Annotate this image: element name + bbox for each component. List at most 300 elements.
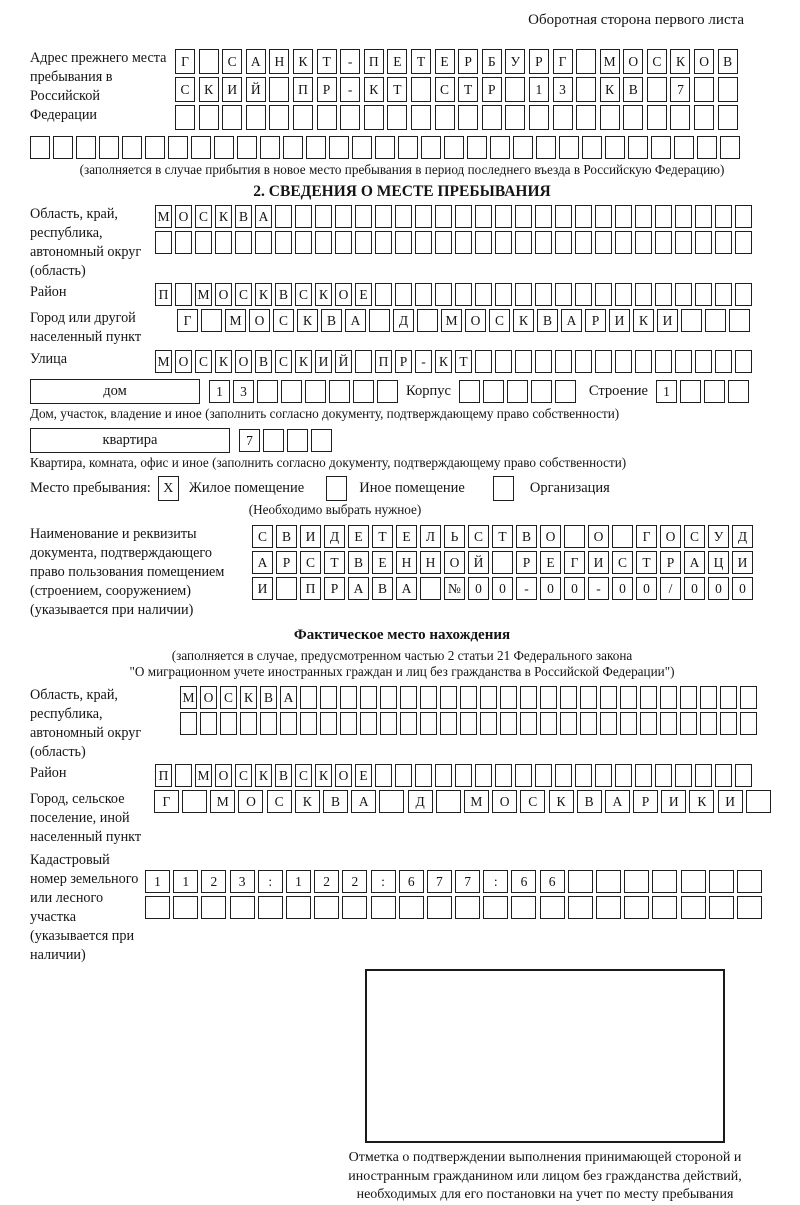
char-box[interactable]: И (222, 77, 242, 102)
char-box[interactable] (596, 896, 621, 919)
char-box[interactable]: К (315, 283, 332, 306)
char-box[interactable] (480, 712, 497, 735)
char-box[interactable]: О (660, 525, 681, 548)
char-box[interactable] (495, 764, 512, 787)
char-box[interactable]: С (295, 283, 312, 306)
char-box[interactable]: 0 (540, 577, 561, 600)
char-box[interactable] (675, 231, 692, 254)
char-box[interactable]: П (155, 283, 172, 306)
char-box[interactable]: : (371, 870, 396, 893)
char-box[interactable]: 0 (564, 577, 585, 600)
char-box[interactable] (729, 309, 750, 332)
char-box[interactable] (695, 231, 712, 254)
char-box[interactable] (655, 350, 672, 373)
char-box[interactable] (355, 231, 372, 254)
char-box[interactable] (220, 712, 237, 735)
char-box[interactable] (535, 205, 552, 228)
char-box[interactable]: А (351, 790, 376, 813)
char-box[interactable] (740, 686, 757, 709)
char-box[interactable] (575, 231, 592, 254)
char-box[interactable] (315, 231, 332, 254)
char-box[interactable]: Т (387, 77, 407, 102)
char-box[interactable]: Е (435, 49, 455, 74)
char-box[interactable] (647, 77, 667, 102)
char-box[interactable] (615, 350, 632, 373)
char-box[interactable] (740, 712, 757, 735)
char-box[interactable]: - (415, 350, 432, 373)
char-box[interactable]: Е (348, 525, 369, 548)
char-box[interactable]: С (435, 77, 455, 102)
char-box[interactable]: 3 (233, 380, 254, 403)
char-box[interactable] (415, 283, 432, 306)
char-box[interactable] (529, 105, 549, 130)
char-box[interactable] (340, 105, 360, 130)
char-box[interactable] (320, 712, 337, 735)
char-box[interactable]: К (670, 49, 690, 74)
char-box[interactable] (652, 896, 677, 919)
char-box[interactable]: Е (387, 49, 407, 74)
char-box[interactable] (415, 764, 432, 787)
char-box[interactable] (145, 136, 165, 159)
char-box[interactable]: А (246, 49, 266, 74)
char-box[interactable] (375, 205, 392, 228)
char-box[interactable]: О (335, 283, 352, 306)
char-box[interactable] (596, 870, 621, 893)
char-box[interactable] (575, 350, 592, 373)
char-box[interactable] (335, 231, 352, 254)
char-box[interactable]: Р (458, 49, 478, 74)
char-box[interactable]: Т (411, 49, 431, 74)
char-box[interactable] (237, 136, 257, 159)
char-box[interactable] (495, 205, 512, 228)
char-box[interactable] (505, 77, 525, 102)
char-box[interactable] (660, 712, 677, 735)
char-box[interactable] (515, 350, 532, 373)
char-box[interactable]: 1 (656, 380, 677, 403)
char-box[interactable]: О (540, 525, 561, 548)
char-box[interactable] (704, 380, 725, 403)
char-box[interactable]: С (175, 77, 195, 102)
char-box[interactable]: С (195, 205, 212, 228)
char-box[interactable] (201, 896, 226, 919)
char-box[interactable] (576, 49, 596, 74)
char-box[interactable] (670, 105, 690, 130)
char-box[interactable]: В (372, 577, 393, 600)
checkbox-residential[interactable]: X (158, 476, 179, 501)
char-box[interactable] (635, 231, 652, 254)
char-box[interactable] (709, 870, 734, 893)
char-box[interactable] (624, 896, 649, 919)
char-box[interactable] (415, 205, 432, 228)
char-box[interactable] (364, 105, 384, 130)
char-box[interactable] (737, 896, 762, 919)
char-box[interactable] (697, 136, 717, 159)
char-box[interactable]: К (315, 764, 332, 787)
char-box[interactable] (595, 283, 612, 306)
char-box[interactable] (735, 231, 752, 254)
char-box[interactable] (536, 136, 556, 159)
char-box[interactable] (595, 350, 612, 373)
char-box[interactable]: 1 (145, 870, 170, 893)
char-box[interactable] (395, 231, 412, 254)
char-box[interactable] (175, 764, 192, 787)
char-box[interactable]: О (444, 551, 465, 574)
char-box[interactable] (355, 350, 372, 373)
char-box[interactable] (582, 136, 602, 159)
char-box[interactable]: К (600, 77, 620, 102)
char-box[interactable]: С (267, 790, 292, 813)
char-box[interactable] (175, 231, 192, 254)
char-box[interactable] (260, 136, 280, 159)
char-box[interactable] (281, 380, 302, 403)
char-box[interactable] (200, 712, 217, 735)
char-box[interactable]: В (255, 350, 272, 373)
char-box[interactable] (675, 764, 692, 787)
char-box[interactable] (735, 350, 752, 373)
char-box[interactable] (620, 686, 637, 709)
char-box[interactable] (195, 231, 212, 254)
char-box[interactable] (647, 105, 667, 130)
char-box[interactable] (564, 525, 585, 548)
char-box[interactable]: А (280, 686, 297, 709)
char-box[interactable] (735, 283, 752, 306)
char-box[interactable]: В (275, 283, 292, 306)
char-box[interactable] (720, 136, 740, 159)
char-box[interactable]: П (155, 764, 172, 787)
char-box[interactable]: С (275, 350, 292, 373)
char-box[interactable] (515, 231, 532, 254)
char-box[interactable] (635, 283, 652, 306)
char-box[interactable]: 3 (230, 870, 255, 893)
char-box[interactable] (695, 350, 712, 373)
char-box[interactable] (535, 764, 552, 787)
char-box[interactable] (575, 283, 592, 306)
char-box[interactable] (694, 105, 714, 130)
char-box[interactable]: К (689, 790, 714, 813)
char-box[interactable] (173, 896, 198, 919)
char-box[interactable]: Р (317, 77, 337, 102)
char-box[interactable] (475, 283, 492, 306)
char-box[interactable]: В (516, 525, 537, 548)
char-box[interactable]: Н (420, 551, 441, 574)
char-box[interactable] (286, 896, 311, 919)
char-box[interactable]: Г (154, 790, 179, 813)
char-box[interactable] (155, 231, 172, 254)
char-box[interactable] (720, 712, 737, 735)
char-box[interactable] (380, 686, 397, 709)
char-box[interactable] (555, 380, 576, 403)
char-box[interactable]: М (155, 350, 172, 373)
char-box[interactable] (560, 712, 577, 735)
char-box[interactable]: К (295, 790, 320, 813)
char-box[interactable]: С (684, 525, 705, 548)
char-box[interactable]: Е (355, 283, 372, 306)
char-box[interactable] (329, 380, 350, 403)
char-box[interactable] (595, 205, 612, 228)
char-box[interactable] (375, 231, 392, 254)
char-box[interactable]: В (321, 309, 342, 332)
char-box[interactable]: 0 (708, 577, 729, 600)
char-box[interactable]: Г (175, 49, 195, 74)
char-box[interactable] (300, 686, 317, 709)
char-box[interactable] (295, 231, 312, 254)
char-box[interactable] (535, 283, 552, 306)
char-box[interactable] (455, 231, 472, 254)
char-box[interactable] (507, 380, 528, 403)
char-box[interactable] (199, 49, 219, 74)
char-box[interactable] (718, 77, 738, 102)
char-box[interactable]: 2 (342, 870, 367, 893)
char-box[interactable] (675, 283, 692, 306)
checkbox-organization[interactable] (493, 476, 514, 501)
char-box[interactable] (230, 896, 255, 919)
char-box[interactable]: - (340, 77, 360, 102)
char-box[interactable]: С (235, 283, 252, 306)
char-box[interactable]: Д (408, 790, 433, 813)
char-box[interactable] (375, 136, 395, 159)
char-box[interactable]: Ь (444, 525, 465, 548)
char-box[interactable] (500, 686, 517, 709)
char-box[interactable] (535, 231, 552, 254)
char-box[interactable] (576, 77, 596, 102)
char-box[interactable]: Н (269, 49, 289, 74)
char-box[interactable]: К (295, 350, 312, 373)
char-box[interactable] (201, 309, 222, 332)
char-box[interactable] (652, 870, 677, 893)
char-box[interactable]: С (612, 551, 633, 574)
char-box[interactable] (145, 896, 170, 919)
char-box[interactable]: П (364, 49, 384, 74)
char-box[interactable] (735, 205, 752, 228)
char-box[interactable]: 2 (201, 870, 226, 893)
char-box[interactable]: 1 (173, 870, 198, 893)
char-box[interactable] (275, 205, 292, 228)
char-box[interactable]: Р (585, 309, 606, 332)
char-box[interactable]: - (516, 577, 537, 600)
char-box[interactable]: С (220, 686, 237, 709)
char-box[interactable] (311, 429, 332, 452)
char-box[interactable] (275, 231, 292, 254)
char-box[interactable] (415, 231, 432, 254)
char-box[interactable] (375, 764, 392, 787)
char-box[interactable] (483, 896, 508, 919)
char-box[interactable]: 0 (612, 577, 633, 600)
char-box[interactable]: О (175, 350, 192, 373)
char-box[interactable]: И (732, 551, 753, 574)
char-box[interactable] (655, 205, 672, 228)
char-box[interactable] (568, 870, 593, 893)
char-box[interactable]: П (300, 577, 321, 600)
char-box[interactable] (492, 551, 513, 574)
char-box[interactable]: К (293, 49, 313, 74)
char-box[interactable] (615, 764, 632, 787)
char-box[interactable] (511, 896, 536, 919)
char-box[interactable]: С (300, 551, 321, 574)
char-box[interactable]: Т (458, 77, 478, 102)
char-box[interactable] (694, 77, 714, 102)
char-box[interactable]: В (577, 790, 602, 813)
char-box[interactable] (520, 712, 537, 735)
char-box[interactable] (395, 283, 412, 306)
char-box[interactable] (620, 712, 637, 735)
char-box[interactable]: Н (396, 551, 417, 574)
char-box[interactable] (400, 686, 417, 709)
char-box[interactable] (30, 136, 50, 159)
char-box[interactable]: : (258, 870, 283, 893)
char-box[interactable] (535, 350, 552, 373)
char-box[interactable] (280, 712, 297, 735)
char-box[interactable] (371, 896, 396, 919)
char-box[interactable]: О (175, 205, 192, 228)
char-box[interactable]: П (375, 350, 392, 373)
char-box[interactable] (182, 790, 207, 813)
char-box[interactable]: А (561, 309, 582, 332)
char-box[interactable] (398, 136, 418, 159)
char-box[interactable]: Е (355, 764, 372, 787)
char-box[interactable] (475, 231, 492, 254)
char-box[interactable]: - (340, 49, 360, 74)
char-box[interactable] (255, 231, 272, 254)
char-box[interactable] (675, 205, 692, 228)
char-box[interactable]: О (200, 686, 217, 709)
char-box[interactable] (715, 350, 732, 373)
char-box[interactable] (420, 577, 441, 600)
char-box[interactable] (387, 105, 407, 130)
char-box[interactable]: В (623, 77, 643, 102)
char-box[interactable]: Т (372, 525, 393, 548)
char-box[interactable] (555, 764, 572, 787)
char-box[interactable] (377, 380, 398, 403)
char-box[interactable] (505, 105, 525, 130)
char-box[interactable] (715, 205, 732, 228)
char-box[interactable]: О (249, 309, 270, 332)
char-box[interactable] (580, 686, 597, 709)
char-box[interactable]: М (464, 790, 489, 813)
char-box[interactable] (53, 136, 73, 159)
char-box[interactable] (335, 205, 352, 228)
char-box[interactable] (168, 136, 188, 159)
char-box[interactable] (360, 712, 377, 735)
char-box[interactable]: В (323, 790, 348, 813)
char-box[interactable] (435, 231, 452, 254)
char-box[interactable]: 1 (209, 380, 230, 403)
char-box[interactable] (640, 686, 657, 709)
char-box[interactable] (375, 283, 392, 306)
char-box[interactable]: М (441, 309, 462, 332)
char-box[interactable]: М (195, 283, 212, 306)
char-box[interactable] (482, 105, 502, 130)
char-box[interactable] (500, 712, 517, 735)
char-box[interactable] (455, 205, 472, 228)
char-box[interactable]: С (295, 764, 312, 787)
char-box[interactable] (615, 283, 632, 306)
char-box[interactable]: О (235, 350, 252, 373)
char-box[interactable] (674, 136, 694, 159)
char-box[interactable]: К (215, 205, 232, 228)
char-box[interactable] (417, 309, 438, 332)
char-box[interactable]: 7 (455, 870, 480, 893)
char-box[interactable]: Р (276, 551, 297, 574)
char-box[interactable]: А (252, 551, 273, 574)
char-box[interactable]: Д (732, 525, 753, 548)
char-box[interactable]: 7 (239, 429, 260, 452)
char-box[interactable]: Т (317, 49, 337, 74)
char-box[interactable]: 7 (427, 870, 452, 893)
char-box[interactable] (460, 686, 477, 709)
char-box[interactable]: Б (482, 49, 502, 74)
char-box[interactable]: Ц (708, 551, 729, 574)
char-box[interactable] (720, 686, 737, 709)
char-box[interactable] (560, 686, 577, 709)
char-box[interactable]: К (364, 77, 384, 102)
char-box[interactable]: С (647, 49, 667, 74)
char-box[interactable]: А (255, 205, 272, 228)
char-box[interactable] (340, 712, 357, 735)
char-box[interactable]: В (275, 764, 292, 787)
char-box[interactable] (342, 896, 367, 919)
char-box[interactable]: У (505, 49, 525, 74)
char-box[interactable]: М (225, 309, 246, 332)
char-box[interactable] (495, 283, 512, 306)
char-box[interactable]: Р (529, 49, 549, 74)
char-box[interactable]: О (465, 309, 486, 332)
char-box[interactable]: К (199, 77, 219, 102)
char-box[interactable] (235, 231, 252, 254)
char-box[interactable] (379, 790, 404, 813)
char-box[interactable] (715, 231, 732, 254)
char-box[interactable] (555, 350, 572, 373)
char-box[interactable]: О (238, 790, 263, 813)
char-box[interactable]: Т (492, 525, 513, 548)
char-box[interactable] (467, 136, 487, 159)
char-box[interactable] (440, 686, 457, 709)
char-box[interactable]: 1 (529, 77, 549, 102)
char-box[interactable] (306, 136, 326, 159)
char-box[interactable] (475, 350, 492, 373)
char-box[interactable] (395, 764, 412, 787)
char-box[interactable] (651, 136, 671, 159)
char-box[interactable] (655, 764, 672, 787)
char-box[interactable]: С (195, 350, 212, 373)
char-box[interactable] (695, 205, 712, 228)
char-box[interactable]: 7 (670, 77, 690, 102)
char-box[interactable]: Г (564, 551, 585, 574)
char-box[interactable]: С (520, 790, 545, 813)
char-box[interactable]: Т (455, 350, 472, 373)
char-box[interactable]: Д (393, 309, 414, 332)
char-box[interactable] (269, 105, 289, 130)
char-box[interactable] (435, 283, 452, 306)
char-box[interactable] (180, 712, 197, 735)
char-box[interactable]: М (180, 686, 197, 709)
char-box[interactable] (600, 712, 617, 735)
char-box[interactable] (655, 283, 672, 306)
char-box[interactable] (240, 712, 257, 735)
char-box[interactable] (314, 896, 339, 919)
char-box[interactable] (360, 686, 377, 709)
char-box[interactable] (515, 205, 532, 228)
char-box[interactable]: 3 (553, 77, 573, 102)
char-box[interactable]: - (588, 577, 609, 600)
char-box[interactable] (199, 105, 219, 130)
char-box[interactable]: Р (395, 350, 412, 373)
char-box[interactable]: А (348, 577, 369, 600)
char-box[interactable]: А (684, 551, 705, 574)
char-box[interactable]: К (549, 790, 574, 813)
char-box[interactable] (735, 764, 752, 787)
char-box[interactable] (495, 231, 512, 254)
char-box[interactable] (214, 136, 234, 159)
